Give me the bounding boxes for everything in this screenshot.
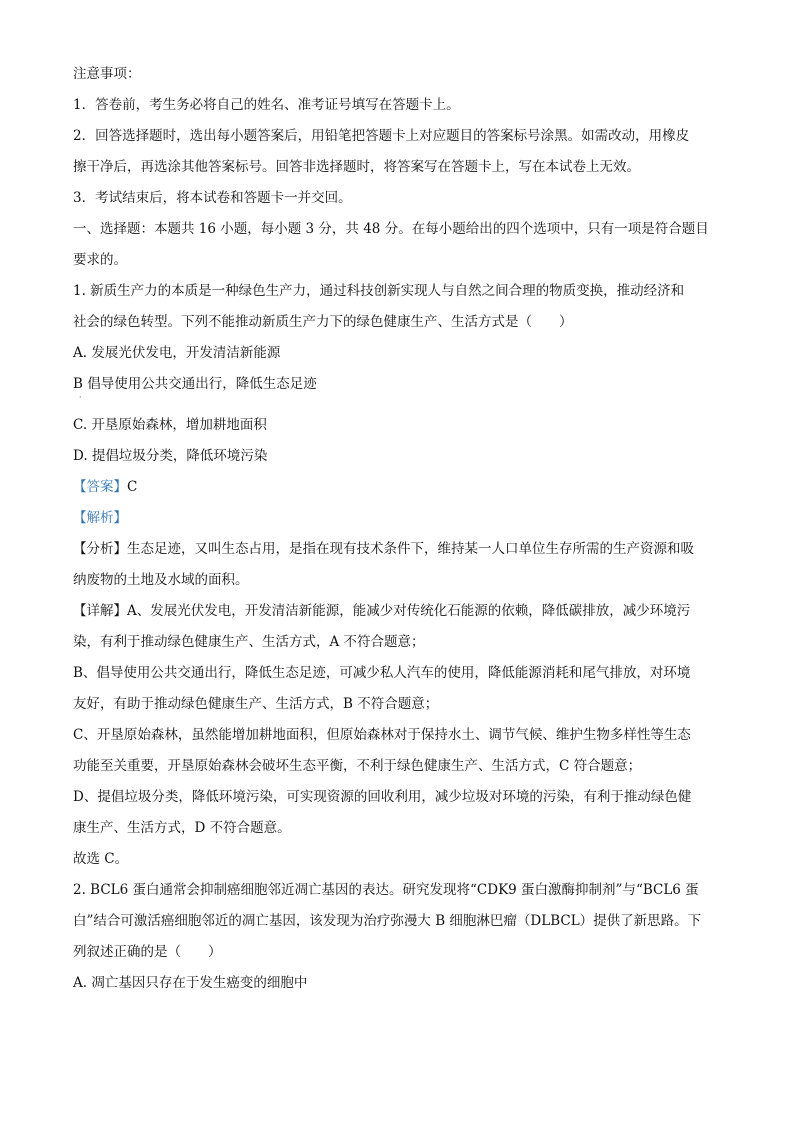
q2-stem-cont: 白”结合可激活癌细胞邻近的凋亡基因，该发现为治疗弥漫大 B 细胞淋巴瘤（DLBCL）提供了新思路。下 (73, 913, 702, 929)
document-page (73, 66, 723, 991)
q1-answer (73, 479, 723, 495)
xiangjie-line: 染，有利于推动绿色健康生产、生活方式，A 不符合题意； (73, 634, 425, 650)
fenxi-tag: 【分析】 (73, 541, 127, 557)
xiangjie-line: 功能至关重要，开垦原始森林会破坏生态平衡，不利于绿色健康生产、生活方式，C 符合题意； (73, 758, 642, 774)
notice-item-2-cont: 擦干净后，再选涂其他答案标号。回答非选择题时，将答案写在答题卡上，写在本试卷上无效。 (73, 159, 640, 175)
notice-item-1: 1．答卷前，考生务必将自己的姓名、准考证号填写在答题卡上。 (73, 97, 460, 113)
xiangjie-line: C、开垦原始森林，虽然能增加耕地面积，但原始森林对于保持水土、调节气候、维护生物多样性等生态 (73, 727, 691, 743)
notice-item-2: 2．回答选择题时，选出每小题答案后，用铅笔把答题卡上对应题目的答案标号涂黑。如需改动，用橡皮 (73, 128, 690, 144)
xiangjie-tag: 【详解】 (73, 603, 127, 619)
q1-option-a: A. 发展光伏发电，开发清洁新能源 (73, 345, 281, 361)
q1-option-b: B 倡导使用公共交通出行，降低生态足迹 (73, 376, 317, 392)
xiangjie-line: 友好，有助于推动绿色健康生产、生活方式，B 不符合题意； (73, 696, 439, 712)
q2-option-a: A. 凋亡基因只存在于发生癌变的细胞中 (73, 975, 308, 991)
answer-value: C (127, 479, 138, 495)
xiangjie-paragraph (73, 603, 723, 619)
analysis-heading (73, 510, 723, 526)
notice-title: 注意事项： (73, 66, 141, 82)
analysis-tag: 【解析】 (73, 510, 127, 526)
section-heading-cont: 要求的。 (73, 252, 127, 268)
answer-tag: 【答案】 (73, 479, 127, 495)
xiangjie-line: 康生产、生活方式，D 不符合题意。 (73, 820, 291, 836)
q1-stem-cont: 社会的绿色转型。下列不能推动新质生产力下的绿色健康生产、生活方式是（ ） (73, 314, 573, 330)
xiangjie-text: A、发展光伏发电，开发清洁新能源，能减少对传统化石能源的依赖，降低碳排放，减少环境污 (127, 603, 691, 619)
q2-stem: 2. BCL6 蛋白通常会抑制癌细胞邻近凋亡基因的表达。研究发现将“CDK9 蛋白激酶抑制剂”与“BCL6 蛋 (73, 882, 699, 898)
q1-option-c: C. 开垦原始森林，增加耕地面积 (73, 417, 267, 433)
conclusion: 故选 C。 (73, 851, 129, 867)
q1-option-d: D. 提倡垃圾分类，降低环境污染 (73, 448, 268, 464)
fenxi-text-cont: 纳废物的土地及水域的面积。 (73, 572, 249, 588)
q1-stem: 1. 新质生产力的本质是一种绿色生产力，通过科技创新实现人与自然之间合理的物质变换，推动经济和 (73, 283, 685, 299)
fenxi-text: 生态足迹，又叫生态占用，是指在现有技术条件下，维持某一人口单位生存所需的生产资源和吸 (127, 541, 694, 557)
stray-dot: · (79, 393, 82, 402)
q2-stem-cont: 列叙述正确的是（ ） (73, 944, 222, 960)
notice-item-3: 3．考试结束后，将本试卷和答题卡一并交回。 (73, 190, 352, 206)
fenxi-paragraph (73, 541, 723, 557)
xiangjie-line: B、倡导使用公共交通出行，降低生态足迹，可减少私人汽车的使用，降低能源消耗和尾气排放，对环境 (73, 665, 691, 681)
section-heading: 一、选择题：本题共 16 小题，每小题 3 分，共 48 分。在每小题给出的四个选项中，只有一项是符合题目 (73, 221, 709, 237)
xiangjie-line: D、提倡垃圾分类，降低环境污染，可实现资源的回收利用，减少垃圾对环境的污染，有利于推动绿色健 (73, 789, 692, 805)
